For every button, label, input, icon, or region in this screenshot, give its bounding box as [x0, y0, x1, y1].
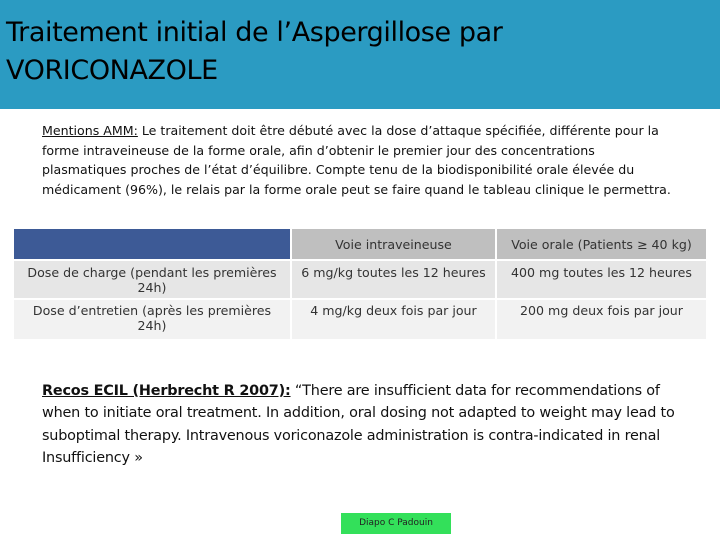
- ecil-text: “There are insufficient data for recommendations of when to initiate oral treatment. In addition, oral dosing not adapted to weight may lead to suboptimal therapy. Intravenous voriconazole administration is contra-indicated in renal Insufficiency »: [42, 383, 675, 467]
- dosage-table: [14, 229, 706, 339]
- footer-credit: Diapo C Padouin: [341, 513, 451, 534]
- mentions-amm-text: Le traitement doit être débuté avec la dose d’attaque spécifiée, différente pour la forme intraveineuse de la forme orale, afin d’obtenir le premier jour des concentrations plasmatiques proches de l’état d’équilibre. Compte tenu de la biodisponibilité orale élevée du médicament (96%), le relais par la forme orale peut se faire quand le tableau clinique le permettra.: [42, 123, 671, 197]
- cell-iv-maintenance-dose: 4 mg/kg deux fois par jour: [291, 299, 496, 339]
- table-header-corner: [14, 229, 291, 260]
- cell-oral-maintenance-dose: 200 mg deux fois par jour: [496, 299, 706, 339]
- slide-title: Traitement initial de l’Aspergillose par VORICONAZOLE: [6, 17, 503, 86]
- table-header-row: [14, 229, 706, 260]
- title-band: [0, 0, 720, 109]
- cell-iv-loading-dose: 6 mg/kg toutes les 12 heures: [291, 260, 496, 299]
- table-header-iv: Voie intraveineuse: [291, 229, 496, 260]
- ecil-recommendation-paragraph: [42, 380, 677, 470]
- table-row: [14, 260, 706, 299]
- mentions-amm-label: Mentions AMM:: [42, 123, 138, 138]
- table-row: [14, 299, 706, 339]
- row-label-maintenance-dose: Dose d’entretien (après les premières 24h): [14, 299, 291, 339]
- row-label-loading-dose: Dose de charge (pendant les premières 24h): [14, 260, 291, 299]
- table-header-oral: Voie orale (Patients ≥ 40 kg): [496, 229, 706, 260]
- mentions-amm-paragraph: [42, 121, 682, 199]
- ecil-label: Recos ECIL (Herbrecht R 2007):: [42, 383, 291, 399]
- cell-oral-loading-dose: 400 mg toutes les 12 heures: [496, 260, 706, 299]
